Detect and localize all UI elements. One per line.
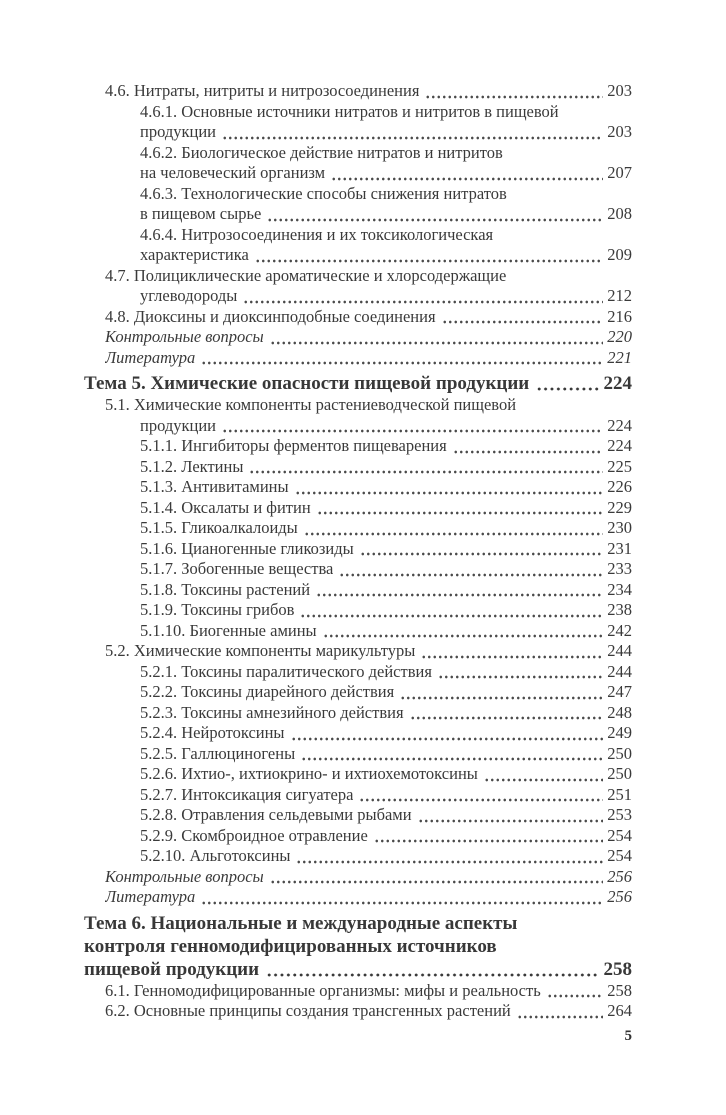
page-ref: 264 [607, 1001, 632, 1020]
page-ref: 254 [607, 846, 632, 865]
toc-entry [84, 826, 632, 847]
dot-leader [291, 723, 604, 744]
toc-entry-line: 4.7. Полициклические ароматические и хлорсодержащие [105, 265, 507, 285]
dot-leader [425, 81, 603, 102]
page-ref: 253 [607, 805, 632, 824]
toc [84, 81, 632, 1022]
dot-leader [547, 981, 604, 1002]
toc-entry-title: 5.1.10. Биогенные амины [140, 620, 317, 640]
dot-leader [400, 682, 603, 703]
toc-entry-title: 5.2.9. Скомброидное отравление [140, 825, 368, 845]
toc-entry [84, 887, 632, 908]
dot-leader [300, 600, 603, 621]
page-ref: 208 [607, 204, 632, 223]
toc-heading-entry [84, 372, 632, 395]
toc-entry-line: 5.1. Химические компоненты растениеводческой пищевой [105, 395, 517, 414]
toc-entry-title: продукции [140, 415, 217, 435]
toc-entry-title: на человеческий организм [140, 163, 326, 182]
dot-leader [339, 559, 603, 580]
toc-entry-title: 5.2.2. Токсины диарейного действия [140, 682, 395, 701]
page-ref: 247 [607, 682, 632, 701]
folio-page-number: 5 [624, 1028, 632, 1044]
page-ref: 233 [607, 559, 632, 578]
toc-entry [84, 641, 632, 662]
dot-leader [484, 764, 603, 785]
dot-leader [323, 621, 604, 642]
toc-entry [84, 559, 632, 580]
toc-entry-title: 6.2. Основные принципы создания трансгенных растений [105, 1001, 511, 1020]
toc-entry [84, 477, 632, 498]
dot-leader [249, 457, 603, 478]
dot-leader [201, 348, 603, 369]
toc-entry-title: 5.1.7. Зобогенные вещества [140, 559, 334, 578]
toc-entry-title: 5.1.2. Лектины [140, 456, 244, 476]
toc-entry [84, 539, 632, 560]
toc-entry [84, 744, 632, 765]
dot-leader [266, 958, 598, 981]
toc-entry [84, 723, 632, 744]
toc-entry [84, 518, 632, 539]
toc-heading-entry [84, 912, 632, 981]
dot-leader [410, 703, 604, 724]
toc-entry-title: 5.1.9. Токсины грибов [140, 600, 295, 619]
page-ref: 250 [607, 764, 632, 783]
dot-leader [267, 204, 603, 225]
dot-leader [421, 641, 603, 662]
page-ref: 203 [607, 81, 632, 100]
dot-leader [317, 498, 604, 519]
toc-entry-title: в пищевом сырье [140, 204, 262, 223]
toc-entry [84, 785, 632, 806]
page-ref: 250 [607, 743, 632, 763]
toc-entry [84, 498, 632, 519]
toc-entry-title: 4.8. Диоксины и диоксинподобные соединения [105, 306, 436, 326]
dot-leader [536, 372, 598, 395]
page-ref: 225 [607, 456, 632, 476]
toc-entry [84, 703, 632, 724]
page-ref: 224 [607, 436, 632, 455]
toc-entry [84, 981, 632, 1002]
toc-entry-title: 5.1.6. Цианогенные гликозиды [140, 538, 354, 558]
page-ref: 230 [607, 518, 632, 537]
toc-entry [84, 457, 632, 478]
toc-entry-title: характеристика [140, 245, 249, 264]
toc-entry-line: Тема 6. Национальные и международные аспекты [84, 912, 518, 934]
page-ref: 224 [603, 373, 632, 394]
dot-leader [201, 887, 603, 908]
page-ref: 258 [603, 958, 632, 980]
toc-entry [84, 307, 632, 328]
page-ref: 203 [607, 122, 632, 141]
toc-entry-line: контроля генномодифицированных источников [84, 935, 497, 957]
toc-entry [84, 184, 632, 225]
dot-leader [442, 307, 604, 328]
toc-entry-title: продукции [140, 122, 217, 141]
toc-entry [84, 143, 632, 184]
dot-leader [316, 580, 603, 601]
toc-entry [84, 266, 632, 307]
dot-leader [301, 744, 603, 765]
toc-entry-title: 5.1.5. Гликоалкалоиды [140, 518, 298, 537]
toc-entry [84, 621, 632, 642]
toc-entry-title: 5.1.3. Антивитамины [140, 477, 289, 496]
toc-entry-title: 5.2.8. Отравления сельдевыми рыбами [140, 805, 412, 824]
toc-entry-title: углеводороды [140, 286, 238, 305]
toc-entry-title: Контрольные вопросы [105, 327, 264, 346]
toc-entry [84, 436, 632, 457]
toc-entry-title: 5.2. Химические компоненты марикультуры [105, 641, 416, 660]
page-ref: 226 [607, 477, 632, 496]
toc-entry-line: 4.6.4. Нитрозосоединения и их токсикологическая [140, 224, 494, 244]
page-ref: 244 [607, 661, 632, 681]
toc-entry-title: 6.1. Генномодифицированные организмы: мифы и реальность [105, 980, 541, 1000]
page-ref: 220 [607, 327, 632, 346]
toc-entry-title: пищевой продукции [84, 958, 260, 980]
toc-entry [84, 682, 632, 703]
dot-leader [331, 163, 603, 184]
dot-leader [517, 1001, 604, 1022]
toc-entry [84, 225, 632, 266]
dot-leader [222, 416, 603, 437]
toc-entry [84, 102, 632, 143]
page-ref: 216 [607, 306, 632, 326]
page-ref: 254 [607, 825, 632, 845]
page-ref: 212 [607, 286, 632, 305]
dot-leader [243, 286, 603, 307]
toc-entry-title: 5.2.7. Интоксикация сигуатера [140, 784, 354, 804]
toc-entry [84, 1001, 632, 1022]
page-ref: 249 [607, 723, 632, 742]
page-ref: 221 [607, 347, 632, 367]
page-ref: 238 [607, 600, 632, 619]
toc-entry-title: 4.6. Нитраты, нитриты и нитрозосоединения [105, 81, 420, 100]
toc-entry [84, 764, 632, 785]
dot-leader [270, 867, 604, 888]
toc-entry [84, 81, 632, 102]
toc-entry-title: Тема 5. Химические опасности пищевой продукции [84, 373, 530, 394]
toc-entry-title: 5.1.1. Ингибиторы ферментов пищеварения [140, 436, 447, 455]
page-ref: 209 [607, 245, 632, 264]
toc-entry-title: 5.1.4. Оксалаты и фитин [140, 497, 311, 517]
page-ref: 256 [607, 866, 632, 886]
toc-entry [84, 395, 632, 436]
page-ref: 224 [607, 415, 632, 435]
dot-leader [360, 539, 604, 560]
toc-entry-title: 5.2.5. Галлюциногены [140, 743, 296, 763]
toc-entry [84, 600, 632, 621]
toc-entry-line: 4.6.1. Основные источники нитратов и нитритов в пищевой [140, 101, 559, 121]
page-ref: 256 [607, 887, 632, 906]
toc-entry [84, 846, 632, 867]
toc-entry [84, 662, 632, 683]
page-ref: 207 [607, 163, 632, 182]
dot-leader [438, 662, 603, 683]
toc-entry-title: 5.2.6. Ихтио-, ихтиокрино- и ихтиохемотоксины [140, 764, 478, 783]
dot-leader [304, 518, 603, 539]
dot-leader [222, 122, 603, 143]
page-ref: 244 [607, 641, 632, 660]
page-ref: 231 [607, 538, 632, 558]
dot-leader [255, 245, 603, 266]
toc-entry-title: Контрольные вопросы [105, 866, 264, 886]
page-ref: 251 [607, 784, 632, 804]
toc-entry-title: 5.2.10. Альготоксины [140, 846, 291, 865]
toc-entry [84, 580, 632, 601]
page-ref: 229 [607, 497, 632, 517]
dot-leader [270, 327, 604, 348]
page-ref: 234 [607, 579, 632, 599]
toc-entry-line: 4.6.2. Биологическое действие нитратов и нитритов [140, 142, 503, 162]
toc-entry-title: Литература [105, 887, 196, 906]
toc-entry-line: 4.6.3. Технологические способы снижения нитратов [140, 183, 507, 203]
page-ref: 248 [607, 702, 632, 722]
page-ref: 258 [607, 980, 632, 1000]
toc-entry [84, 348, 632, 369]
dot-leader [453, 436, 604, 457]
dot-leader [296, 846, 603, 867]
dot-leader [374, 826, 603, 847]
toc-entry-title: Литература [105, 347, 196, 367]
toc-entry [84, 805, 632, 826]
toc-entry [84, 327, 632, 348]
dot-leader [295, 477, 604, 498]
page-ref: 242 [607, 620, 632, 640]
toc-entry [84, 867, 632, 888]
dot-leader [359, 785, 603, 806]
dot-leader [418, 805, 604, 826]
toc-entry-title: 5.2.4. Нейротоксины [140, 723, 285, 742]
toc-entry-title: 5.2.3. Токсины амнезийного действия [140, 702, 404, 722]
toc-entry-title: 5.1.8. Токсины растений [140, 579, 311, 599]
toc-entry-title: 5.2.1. Токсины паралитического действия [140, 661, 432, 681]
